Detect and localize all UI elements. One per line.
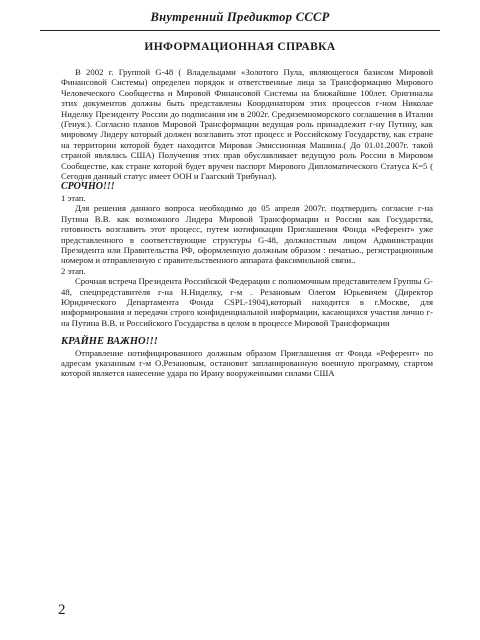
important-paragraph: Отправление нотифицированного должным образом Приглашения от Фонда «Референт» по адресам указанным г-м О.Резановым, остановит запланированную военную программу, стартом которой является нанесение удара по Ирану вооруженными силами США [61,347,433,379]
stage-1-label: 1 этап. [61,192,86,203]
stage-1-paragraph: Для решения данного вопроса необходимо до 05 апреля 2007г. подтвердить согласие г-на Путина В.В. как возможного Лидера Мировой Трансформации и России как Государства, готовность возглавить этот процесс, путем нотификации Приглашения Фонда «Референт» уже представленного в соответствующие структуры G-48, должностным лицом Администрации Президента или Правительства РФ, оформленную должным образом : печатью., регистрационным номером и отправленную с правительственного аппарата факсимильной связи.. [61,203,433,266]
intro-paragraph: В 2002 г. Группой G-48 ( Владельцами «Золотого Пула, являющегося базисом Мировой Финансовой Системы) определен порядок и ответственные лица за Трансформацию Мирового Человеческого Сообщества и Мировой Финансовой Системы на ближайшие 100лет. Оригиналы этих документов должны быть представлены Координатором этих процессов г-ном Николае Ниделку Президенту России до подписания им в 2002г. Средиземноморского соглашения в Италии (Генуя.). Согласно планов Мировой Трансформации ведущая роль принадлежит г-ну Путину, как мировому Лидеру который должен возглавить этот процесс и Российскому Государству, как стране на территории которой будет находится Мировая Эмиссионная Машина.( До 01.01.2007г. такой страной являлась США) Получения этих прав обуславливает ведущую роль России в Мировом Сообществе, как стране которой будет вручен паспорт Мирового Дипломатического Статуса К=5 ( Сегодня данный статус имеет ООН и Гаагский Трибунал). [61,67,433,182]
header-divider [40,30,440,31]
stage-2-paragraph: Срочная встреча Президента Российской Федерации с полномочным представителем Группы G-48, спецпредставителя г-на Н.Ниделку, г-м . Резановым Олегом Юрьевичем (Директор Юридического Департамента Фонда CSPL-1904),который находится в г.Москве, для информирования и передачи строго конфиденциальной информации, касающихся участия лично г-на Путина В.В. и Российского Государства в целом в процессе Мировой Трансформации [61,276,433,328]
page-number: 2 [58,602,66,618]
document-title: ИНФОРМАЦИОННАЯ СПРАВКА [144,41,336,53]
stage-2-label: 2 этап. [61,265,86,276]
page-header: Внутренний Предиктор СССР [150,10,330,24]
urgent-heading: СРОЧНО!!! [61,181,115,193]
document-body [61,67,433,379]
important-heading: КРАЙНЕ ВАЖНО!!! [61,336,158,348]
